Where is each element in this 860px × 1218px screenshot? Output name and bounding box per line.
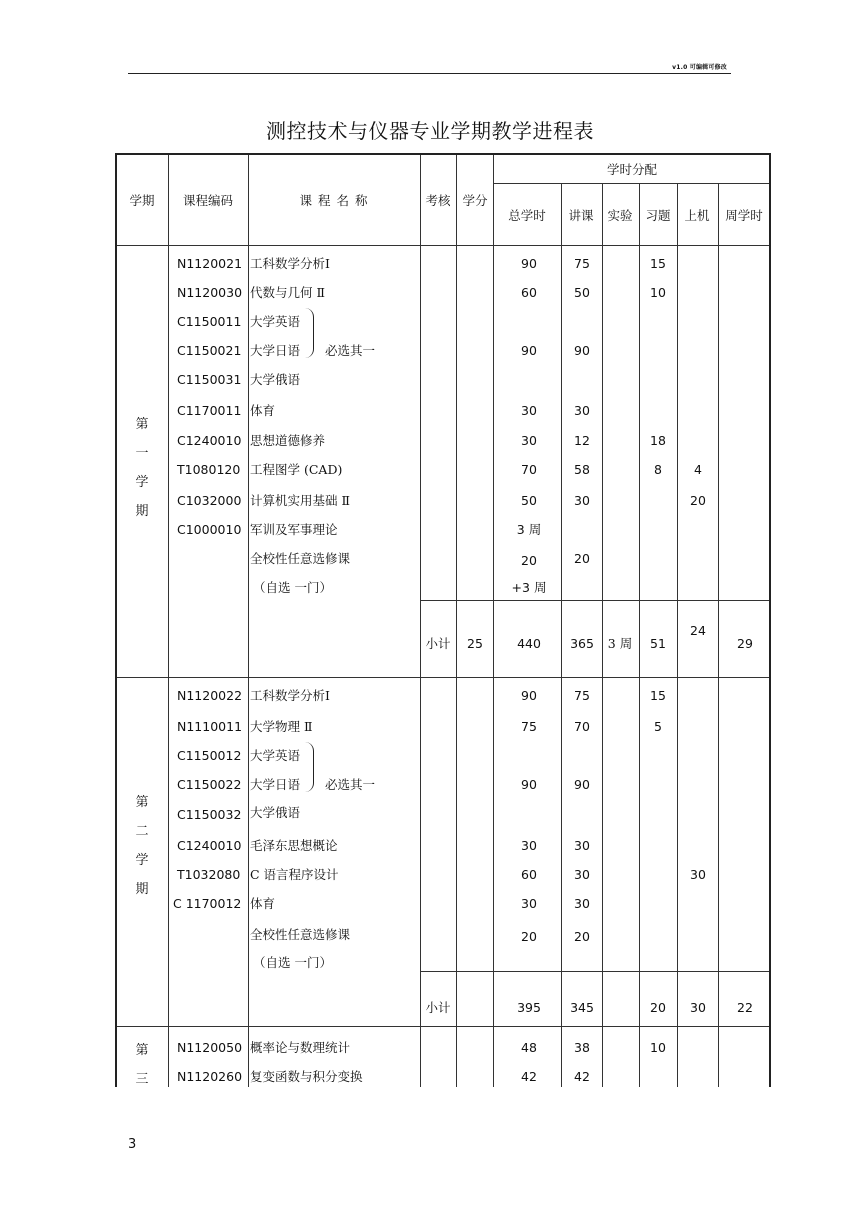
course-code: C1170011 [177, 403, 242, 418]
total-hours: 20 [521, 929, 537, 944]
total-hours: 75 [521, 719, 537, 734]
course-name: 大学日语 [250, 777, 301, 792]
course-code: C1150012 [177, 748, 242, 763]
subtotal-computer: 24 [690, 623, 706, 638]
semester-2-label: 学 [135, 853, 149, 868]
exercise-hours: 5 [654, 719, 662, 734]
subtotal-weekly: 22 [737, 1000, 753, 1015]
col-semester: 学期 [129, 193, 155, 208]
total-hours: 60 [521, 867, 537, 882]
grid-line [420, 153, 421, 1087]
grid-line [639, 183, 640, 1087]
course-code: C1240010 [177, 433, 242, 448]
course-code: N1120260 [177, 1069, 243, 1084]
course-code: C1032000 [177, 493, 242, 508]
page-number: 3 [128, 1137, 137, 1152]
total-hours: +3 周 [511, 580, 547, 595]
grid-line [115, 1026, 771, 1027]
total-hours: 90 [521, 777, 537, 792]
header-rule [128, 73, 731, 74]
grid-line [456, 153, 457, 1087]
exercise-hours: 15 [650, 688, 666, 703]
col-weekly: 周学时 [725, 208, 763, 223]
course-name: 大学英语 [250, 314, 301, 329]
course-name: 毛泽东思想概论 [250, 838, 338, 853]
subtotal-total: 440 [517, 636, 541, 651]
grid-line [420, 971, 771, 972]
grid-line [561, 183, 562, 1087]
lecture-hours: 30 [574, 403, 590, 418]
lecture-hours: 75 [574, 256, 590, 271]
course-name: 全校性任意选修课 [250, 551, 351, 566]
lecture-hours: 30 [574, 838, 590, 853]
subtotal-computer: 30 [690, 1000, 706, 1015]
lecture-hours: 30 [574, 867, 590, 882]
course-name: 体育 [250, 403, 276, 418]
total-hours: 50 [521, 493, 537, 508]
exercise-hours: 10 [650, 285, 666, 300]
elective-brace [305, 308, 314, 358]
lecture-hours: 30 [574, 896, 590, 911]
subtotal-credit: 25 [467, 636, 483, 651]
page-title: 测控技术与仪器专业学期教学进程表 [266, 119, 594, 143]
col-lecture: 讲课 [568, 208, 594, 223]
exercise-hours: 15 [650, 256, 666, 271]
total-hours: 70 [521, 462, 537, 477]
total-hours: 20 [521, 553, 537, 568]
total-hours: 60 [521, 285, 537, 300]
col-total: 总学时 [508, 208, 546, 223]
grid-line [602, 183, 603, 1087]
course-name: 复变函数与积分变换 [250, 1069, 363, 1084]
course-name: 大学英语 [250, 748, 301, 763]
course-name: 代数与几何 Ⅱ [250, 285, 325, 300]
course-code: N1120021 [177, 256, 243, 271]
course-code: T1080120 [177, 462, 241, 477]
col-exam: 考核 [425, 193, 451, 208]
semester-1-label: 第 [135, 417, 149, 432]
total-hours: 30 [521, 896, 537, 911]
lecture-hours: 70 [574, 719, 590, 734]
course-name: 概率论与数理统计 [250, 1040, 351, 1055]
course-code: C1150032 [177, 807, 242, 822]
grid-line [168, 153, 169, 1087]
total-hours: 90 [521, 343, 537, 358]
exercise-hours: 8 [654, 462, 662, 477]
total-hours: 42 [521, 1069, 537, 1084]
subtotal-experiment: 3 周 [607, 636, 633, 651]
grid-line [493, 183, 771, 184]
total-hours: 90 [521, 256, 537, 271]
elective-brace [305, 742, 314, 792]
elective-note: 必选其一 [325, 343, 376, 358]
lecture-hours: 42 [574, 1069, 590, 1084]
lecture-hours: 90 [574, 777, 590, 792]
col-hours-group: 学时分配 [606, 162, 658, 177]
subtotal-label: 小计 [425, 1000, 451, 1015]
col-exercise: 习题 [645, 208, 671, 223]
course-name: 体育 [250, 896, 276, 911]
total-hours: 30 [521, 433, 537, 448]
course-name: 大学俄语 [250, 805, 301, 820]
lecture-hours: 38 [574, 1040, 590, 1055]
course-name: C 语言程序设计 [250, 867, 339, 882]
col-credit: 学分 [462, 193, 488, 208]
course-code: N1120022 [177, 688, 243, 703]
course-code: C1150011 [177, 314, 242, 329]
course-name: 工程图学 (CAD) [250, 462, 343, 477]
semester-1-label: 一 [135, 446, 149, 461]
course-code: T1032080 [177, 867, 241, 882]
subtotal-exercise: 20 [650, 1000, 666, 1015]
course-name: 工科数学分析Ⅰ [250, 688, 330, 703]
total-hours: 30 [521, 403, 537, 418]
col-computer: 上机 [684, 208, 710, 223]
course-code: C1000010 [177, 522, 242, 537]
grid-line [115, 245, 771, 246]
col-experiment: 实验 [607, 208, 633, 223]
course-name: （自选 一门） [253, 580, 332, 595]
lecture-hours: 58 [574, 462, 590, 477]
total-hours: 30 [521, 838, 537, 853]
subtotal-lecture: 345 [570, 1000, 594, 1015]
course-code: C1240010 [177, 838, 242, 853]
exercise-hours: 18 [650, 433, 666, 448]
grid-line [493, 153, 494, 1087]
course-name: 大学俄语 [250, 372, 301, 387]
lecture-hours: 20 [574, 551, 590, 566]
course-name: 计算机实用基础 Ⅱ [250, 493, 350, 508]
subtotal-label: 小计 [425, 636, 451, 651]
lecture-hours: 20 [574, 929, 590, 944]
grid-line [115, 677, 771, 678]
total-hours: 90 [521, 688, 537, 703]
subtotal-exercise: 51 [650, 636, 666, 651]
semester-3-label: 第 [135, 1043, 149, 1058]
total-hours: 48 [521, 1040, 537, 1055]
semester-2-label: 二 [135, 824, 149, 839]
course-code: C1150031 [177, 372, 242, 387]
lecture-hours: 12 [574, 433, 590, 448]
course-name: （自选 一门） [253, 955, 332, 970]
course-name: 大学物理 Ⅱ [250, 719, 313, 734]
exercise-hours: 10 [650, 1040, 666, 1055]
lecture-hours: 90 [574, 343, 590, 358]
course-code: C1150022 [177, 777, 242, 792]
course-name: 工科数学分析Ⅰ [250, 256, 330, 271]
subtotal-weekly: 29 [737, 636, 753, 651]
lecture-hours: 75 [574, 688, 590, 703]
computer-hours: 20 [690, 493, 706, 508]
semester-2-label: 第 [135, 795, 149, 810]
grid-line [420, 600, 771, 601]
computer-hours: 4 [694, 462, 702, 477]
grid-line [677, 183, 678, 1087]
semester-1-label: 学 [135, 475, 149, 490]
elective-note: 必选其一 [325, 777, 376, 792]
computer-hours: 30 [690, 867, 706, 882]
course-code: N1110011 [177, 719, 243, 734]
total-hours: 3 周 [516, 522, 542, 537]
lecture-hours: 50 [574, 285, 590, 300]
semester-1-label: 期 [135, 504, 149, 519]
course-name: 思想道德修养 [250, 433, 326, 448]
course-code: N1120050 [177, 1040, 243, 1055]
col-name: 课 程 名 称 [299, 193, 369, 208]
grid-line [718, 183, 719, 1087]
grid-line [248, 153, 249, 1087]
course-name: 军训及军事理论 [250, 522, 338, 537]
subtotal-total: 395 [517, 1000, 541, 1015]
course-name: 全校性任意选修课 [250, 927, 351, 942]
semester-3-label: 三 [135, 1072, 149, 1087]
course-code: C1150021 [177, 343, 242, 358]
lecture-hours: 30 [574, 493, 590, 508]
course-code: N1120030 [177, 285, 243, 300]
col-code: 课程编码 [182, 193, 234, 208]
subtotal-lecture: 365 [570, 636, 594, 651]
course-name: 大学日语 [250, 343, 301, 358]
header-version-note: v1.0 可编辑可修改 [672, 64, 727, 71]
curriculum-table [115, 153, 771, 1087]
semester-2-label: 期 [135, 882, 149, 897]
course-code: C 1170012 [173, 896, 242, 911]
